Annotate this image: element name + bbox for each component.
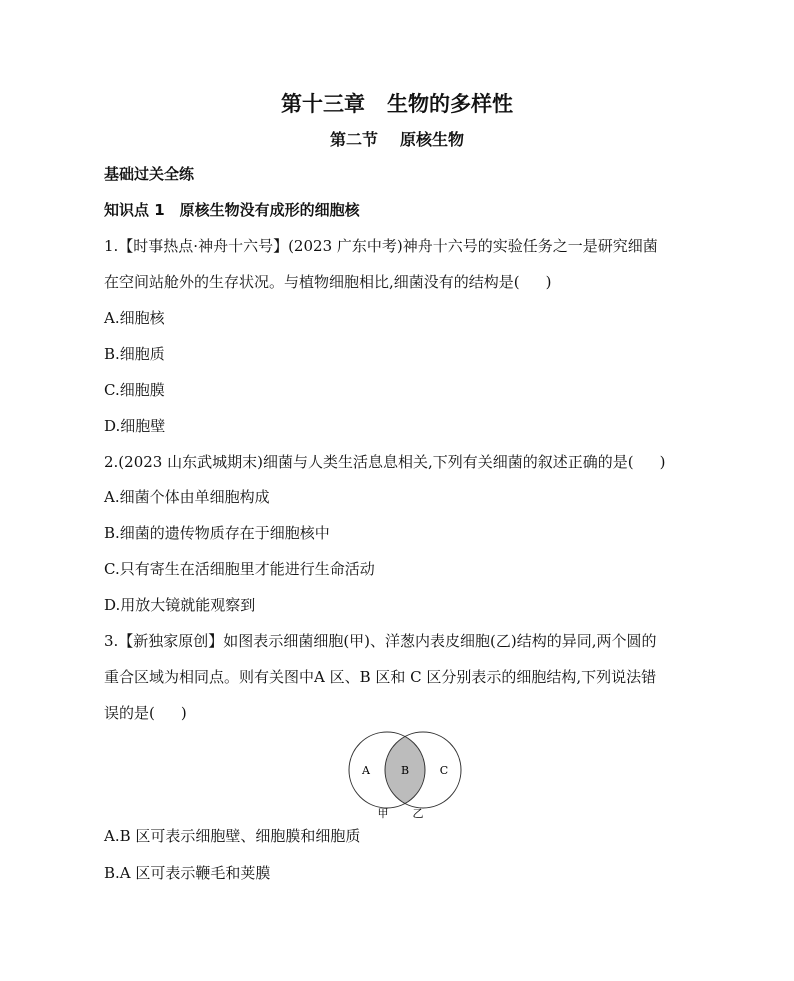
region-c-label: C [439, 764, 449, 777]
practice-label: 基础过关全练 [104, 165, 195, 183]
question-3-option-a: A.B 区可表示细胞壁、细胞膜和细胞质 [104, 827, 361, 845]
question-1-option-c: C.细胞膜 [104, 381, 165, 399]
question-1-close-paren: ) [545, 273, 552, 291]
section-title [0, 127, 794, 150]
region-b-label: B [400, 764, 410, 777]
question-2-option-b: B.细菌的遗传物质存在于细胞核中 [104, 524, 330, 542]
question-1-option-d: D.细胞壁 [104, 417, 166, 435]
section-name: 原核生物 [400, 130, 465, 149]
question-3-option-b: B.A 区可表示鞭毛和荚膜 [104, 864, 271, 882]
knowledge-point-heading: 知识点 1 原核生物没有成形的细胞核 [104, 201, 360, 219]
question-3-line-1: 3.【新独家原创】如图表示细菌细胞(甲)、洋葱内表皮细胞(乙)结构的异同,两个圆的 [104, 632, 657, 650]
question-2-text: 2.(2023 山东武城期末)细菌与人类生活息息相关,下列有关细菌的叙述正确的是( [104, 453, 634, 471]
venn-diagram [340, 728, 470, 820]
question-2-close-paren: ) [659, 453, 666, 471]
question-1-line-1: 1.【时事热点·神舟十六号】(2023 广东中考)神舟十六号的实验任务之一是研究细菌 [104, 237, 658, 255]
section-number: 第二节 [329, 130, 378, 149]
chapter-title [0, 88, 794, 118]
label-yi: 乙 [412, 807, 424, 820]
question-2-option-d: D.用放大镜就能观察到 [104, 596, 256, 614]
question-3-close-paren: ) [180, 704, 187, 722]
question-2-option-a: A.细菌个体由单细胞构成 [104, 488, 270, 506]
chapter-name: 生物的多样性 [387, 92, 513, 116]
question-3-stem-end: 误的是( [104, 704, 155, 722]
question-2-option-c: C.只有寄生在活细胞里才能进行生命活动 [104, 560, 375, 578]
question-3-line-2: 重合区域为相同点。则有关图中A 区、B 区和 C 区分别表示的细胞结构,下列说法错 [104, 668, 657, 686]
chapter-number: 第十三章 [281, 92, 365, 116]
question-1-option-a: A.细胞核 [104, 309, 165, 327]
question-1-stem-end: 在空间站舱外的生存状况。与植物细胞相比,细菌没有的结构是( [104, 273, 520, 291]
question-3-line-3 [104, 703, 187, 723]
question-1-option-b: B.细胞质 [104, 345, 165, 363]
label-jia: 甲 [377, 807, 389, 820]
question-2-stem [104, 452, 665, 472]
question-1-line-2 [104, 272, 551, 292]
region-a-label: A [362, 764, 370, 777]
